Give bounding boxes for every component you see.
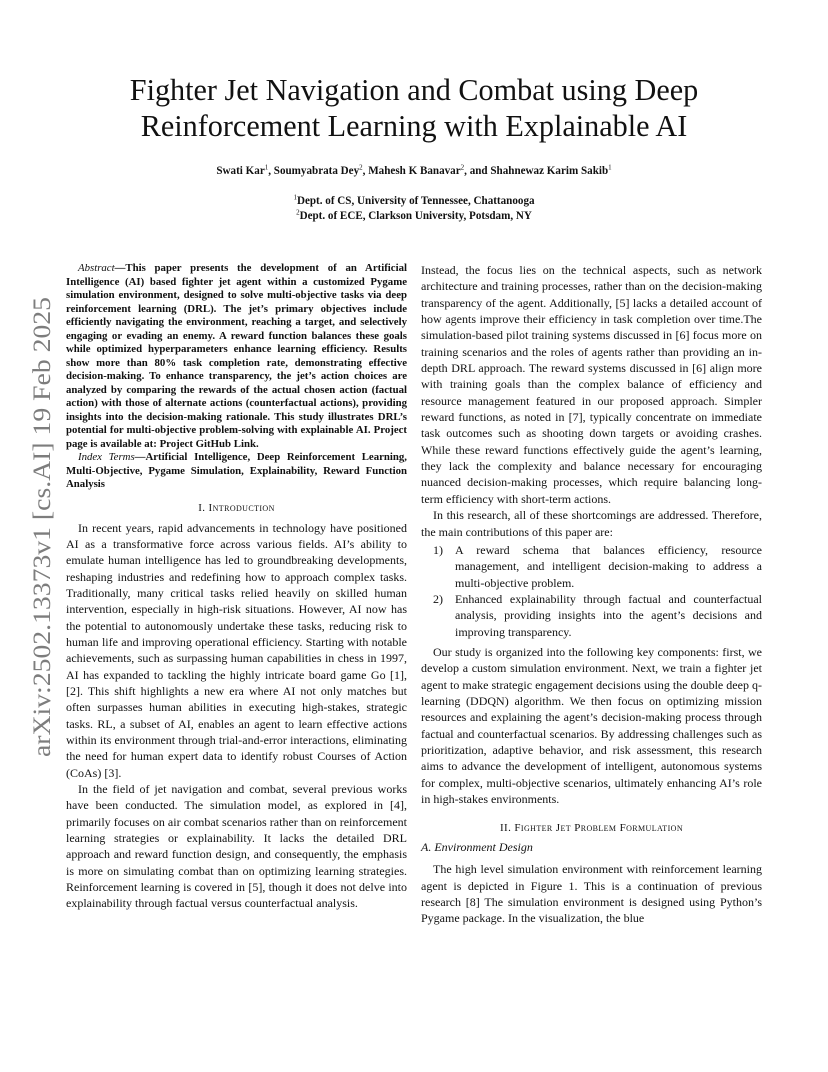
index-terms — [66, 451, 407, 492]
affiliation-list — [60, 194, 768, 224]
author-name: Mahesh K Banavar — [368, 165, 461, 177]
body-paragraph: Our study is organized into the following key components: first, we develop a custom simulation environment. Next, we train a fighter jet agent to make strategic engagement decisions using the double deep q-learning (DDQN) algorithm. We then focus on optimizing mission resources and explaining the agent’s decision-making process through factual and counterfactual scenarios. By addressing challenges such as prioritization, adaptive behavior, and risk assessment, this research aims to advance the development of intelligent, autonomous systems for complex, multi-objective scenarios, ultimately enhancing AI’s role in high-stakes environments. — [421, 644, 762, 806]
section-heading-introduction — [66, 501, 407, 515]
body-paragraph: In this research, all of these shortcomings are addressed. Therefore, the main contributions of this paper are: — [421, 508, 762, 539]
contribution-text: Enhanced explainability through factual and counterfactual analysis, providing insights into the agent’s decisions and improving transparency. — [455, 591, 762, 639]
author-name: Shahnewaz Karim Sakib — [490, 165, 609, 177]
contribution-text: A reward schema that balances efficiency, resource management, and intelligent decision-making to address a multi-objective problem. — [455, 542, 762, 590]
author-list — [60, 164, 768, 178]
author-affiliation-mark: 1 — [264, 163, 269, 172]
affiliation-text: Dept. of ECE, Clarkson University, Potsdam, NY — [299, 210, 532, 222]
author-affiliation-mark: 2 — [460, 163, 465, 172]
contribution-number: 2) — [433, 591, 443, 606]
abstract-text: —This paper presents the development of an Artificial Intelligence (AI) based fighter jet agent within a customized Pygame simulation environment, designed to solve multi-objective tasks via deep reinforcement learning (DRL). The jet’s primary objectives include efficiently navigating the environment, reaching a target, and selectively engaging or evading an enemy. A reward function balances these goals while optimized hyperparameters enhance learning efficiency. Results show more than 80% task completion rate, demonstrating effective decision-making. To enhance transparency, the jet’s action choices are analyzed by comparing the rewards of the actual chosen action (factual action) with those of alternate actions (counterfactual actions), providing insights into the decision-making rationale. This study illustrates DRL’s potential for multi-objective problem-solving with explainable AI. Project page is available at: Project GitHub Link. — [66, 262, 407, 450]
index-terms-text: —Artificial Intelligence, Deep Reinforcement Learning, Multi-Objective, Pygame Simulation, Explainability, Reward Function Analysis — [66, 451, 407, 490]
body-paragraph: In recent years, rapid advancements in technology have positioned AI as a transformative force across various fields. AI’s ability to emulate human intelligence has led to groundbreaking developments, reshaping industries and redefining how to approach complex tasks. Traditionally, many critical tasks relied heavily on skilled human intervention, especially in high-risk situations. However, AI now has the potential to autonomously undertake these tasks, reducing risk to human life and improving operational efficiency. Starting with notable achievements, such as surpassing human capabilities in chess in 1997, AI has expanded to tackling the highly intricate board game Go [1], [2]. This shift highlights a new era where AI not only matches but often surpasses human abilities in executing high-stakes, strategic tasks. RL, a subset of AI, enables an agent to learn effective actions within its environment through trial-and-error interactions, eliminating the need for human expert data to identify robust Courses of Action (CoAs) [3]. — [66, 520, 407, 780]
author-name: Soumyabrata Dey — [273, 165, 360, 177]
arxiv-side-identifier — [18, 295, 62, 760]
right-column — [421, 262, 762, 927]
body-paragraph: Instead, the focus lies on the technical aspects, such as network architecture and training processes, rather than on the decision-making transparency of the agent. Additionally, [5] lacks a detailed account of how agents improve their efficiency in task completion over time.The simulation-based pilot training systems discussed in [6] focus more on training scenarios and the roles of agents rather than providing an in-depth DRL approach. The reward systems discussed in [6] align more with training goals than the complex balance of efficiency and resource management featured in our proposed approach. Simpler reward functions, as noted in [7], typically concentrate on immediate task outcomes such as shooting down targets or avoiding crashes. While these reward functions effectively guide the agent’s learning, they lack the complexity and balance necessary for encouraging nuanced decision-making processes, which require balancing long-term efficiency with short-term actions. — [421, 263, 762, 506]
left-column — [66, 262, 407, 912]
paper-title: Fighter Jet Navigation and Combat using Deep Reinforcement Learning with Explainable AI — [129, 73, 699, 143]
author-affiliation-mark: 1 — [608, 163, 612, 172]
body-paragraph: The high level simulation environment with reinforcement learning agent is depicted in Figure 1. This is a continuation of previous research [8] The simulation environment is designed using Python’s Pygame package. In the visualization, the blue — [421, 862, 762, 926]
arxiv-identifier-text: arXiv:2502.13373v1 [cs.AI] 19 Feb 2025 — [29, 341, 56, 757]
body-paragraph: In the field of jet navigation and combat, several previous works have been conducted. The simulation model, as explored in [4], primarily focuses on air combat scenarios rather than on reinforcement learning strategies or explainability. It lacks the detailed DRL approach and reward function design, and consequently, the emphasis is more on simulating combat than on optimizing learning strategies. Reinforcement learning is covered in [5], though it does not delve into explainability through factual versus counterfactual analysis. — [66, 782, 407, 911]
contribution-item — [421, 591, 762, 640]
author-affiliation-mark: 2 — [359, 163, 363, 172]
subsection-heading-environment-design: A. Environment Design — [421, 840, 533, 855]
contribution-list — [421, 542, 762, 640]
affiliation-text: Dept. of CS, University of Tennessee, Chattanooga — [296, 195, 535, 207]
abstract — [66, 262, 407, 451]
index-terms-label: Index Terms — [78, 451, 135, 463]
author-name: Swati Kar — [216, 165, 265, 177]
contribution-number: 1) — [433, 542, 443, 557]
section-heading-text: II. Fighter Jet Problem Formulation — [499, 822, 684, 835]
abstract-label: Abstract — [78, 262, 115, 274]
affiliation-mark: 2 — [296, 208, 300, 217]
contribution-item — [421, 542, 762, 591]
section-heading-problem-formulation — [421, 821, 762, 835]
author-separator: , — [268, 165, 274, 177]
affiliation-mark: 1 — [293, 193, 297, 202]
affiliation-line — [60, 194, 768, 209]
affiliation-line — [60, 209, 768, 224]
author-separator: , and — [464, 165, 491, 177]
section-heading-text: I. Introduction — [198, 501, 275, 514]
author-separator: , — [362, 165, 369, 177]
